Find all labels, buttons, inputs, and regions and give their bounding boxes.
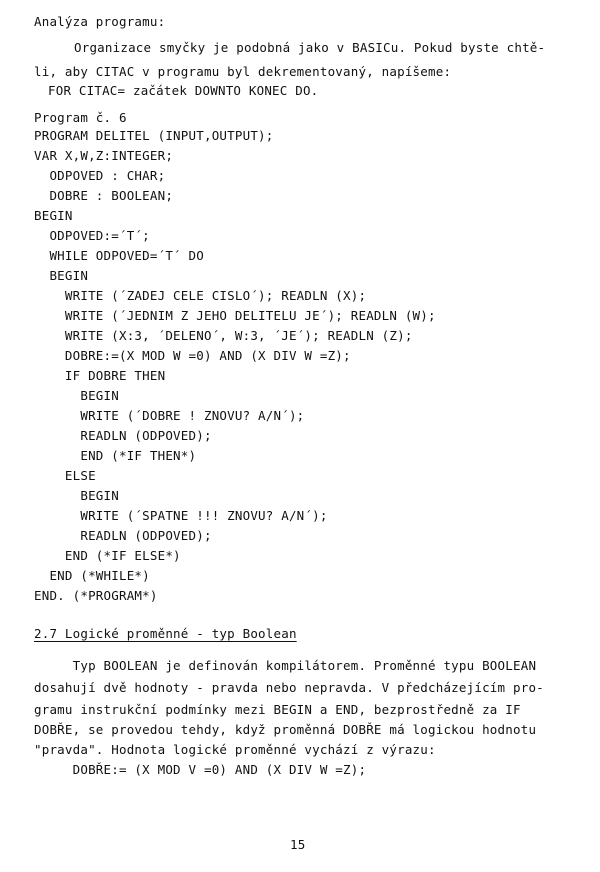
code-line: WRITE (´JEDNIM Z JEHO DELITELU JE´); READLN (W); [34,308,436,323]
code-line: WRITE (´ZADEJ CELE CISLO´); READLN (X); [34,288,367,303]
code-line: ODPOVED:=´T´; [34,228,150,243]
code-line: VAR X,W,Z:INTEGER; [34,148,174,163]
code-line: PROGRAM DELITEL (INPUT,OUTPUT); [34,128,274,143]
analysis-paragraph-line: li, aby CITAC v programu byl dekrementovaný, napíšeme: [34,64,452,79]
section-paragraph-line: DOBŘE, se provedou tehdy, když proměnná DOBŘE má logickou hodnotu [34,722,537,737]
code-line: BEGIN [34,268,89,283]
code-line: WRITE (´SPATNE !!! ZNOVU? A/N´); [34,508,328,523]
analysis-paragraph-line: Organizace smyčky je podobná jako v BASICu. Pokud byste chtě- [74,40,546,55]
code-line: END (*IF ELSE*) [34,548,181,563]
code-line: BEGIN [34,388,119,403]
code-line: DOBRE:=(X MOD W =0) AND (X DIV W =Z); [34,348,351,363]
section-paragraph-line: dosahují dvě hodnoty - pravda nebo nepravda. V předcházejícím pro- [34,680,544,695]
code-line: BEGIN [34,208,73,223]
code-line: WHILE ODPOVED=´T´ DO [34,248,204,263]
code-line: IF DOBRE THEN [34,368,166,383]
analysis-paragraph-line: FOR CITAC= začátek DOWNTO KONEC DO. [48,83,319,98]
section-paragraph-line: DOBŘE:= (X MOD V =0) AND (X DIV W =Z); [34,762,367,777]
section-heading: 2.7 Logické proměnné - typ Boolean [34,626,297,641]
code-line: WRITE (´DOBRE ! ZNOVU? A/N´); [34,408,305,423]
code-line: END. (*PROGRAM*) [34,588,158,603]
code-line: DOBRE : BOOLEAN; [34,188,174,203]
page-number: 15 [290,837,306,852]
code-line: ODPOVED : CHAR; [34,168,166,183]
section-paragraph-line: gramu instrukční podmínky mezi BEGIN a END, bezprostředně za IF [34,702,521,717]
program-label: Program č. 6 [34,110,127,125]
code-line: END (*WHILE*) [34,568,150,583]
code-line: ELSE [34,468,96,483]
analysis-title: Analýza programu: [34,14,166,29]
code-line: BEGIN [34,488,119,503]
code-line: READLN (ODPOVED); [34,428,212,443]
section-paragraph-line: "pravda". Hodnota logické proměnné vychází z výrazu: [34,742,436,757]
code-line: END (*IF THEN*) [34,448,197,463]
code-line: READLN (ODPOVED); [34,528,212,543]
code-line: WRITE (X:3, ´DELENO´, W:3, ´JE´); READLN (Z); [34,328,413,343]
section-paragraph-line: Typ BOOLEAN je definován kompilátorem. Proměnné typu BOOLEAN [34,658,537,673]
